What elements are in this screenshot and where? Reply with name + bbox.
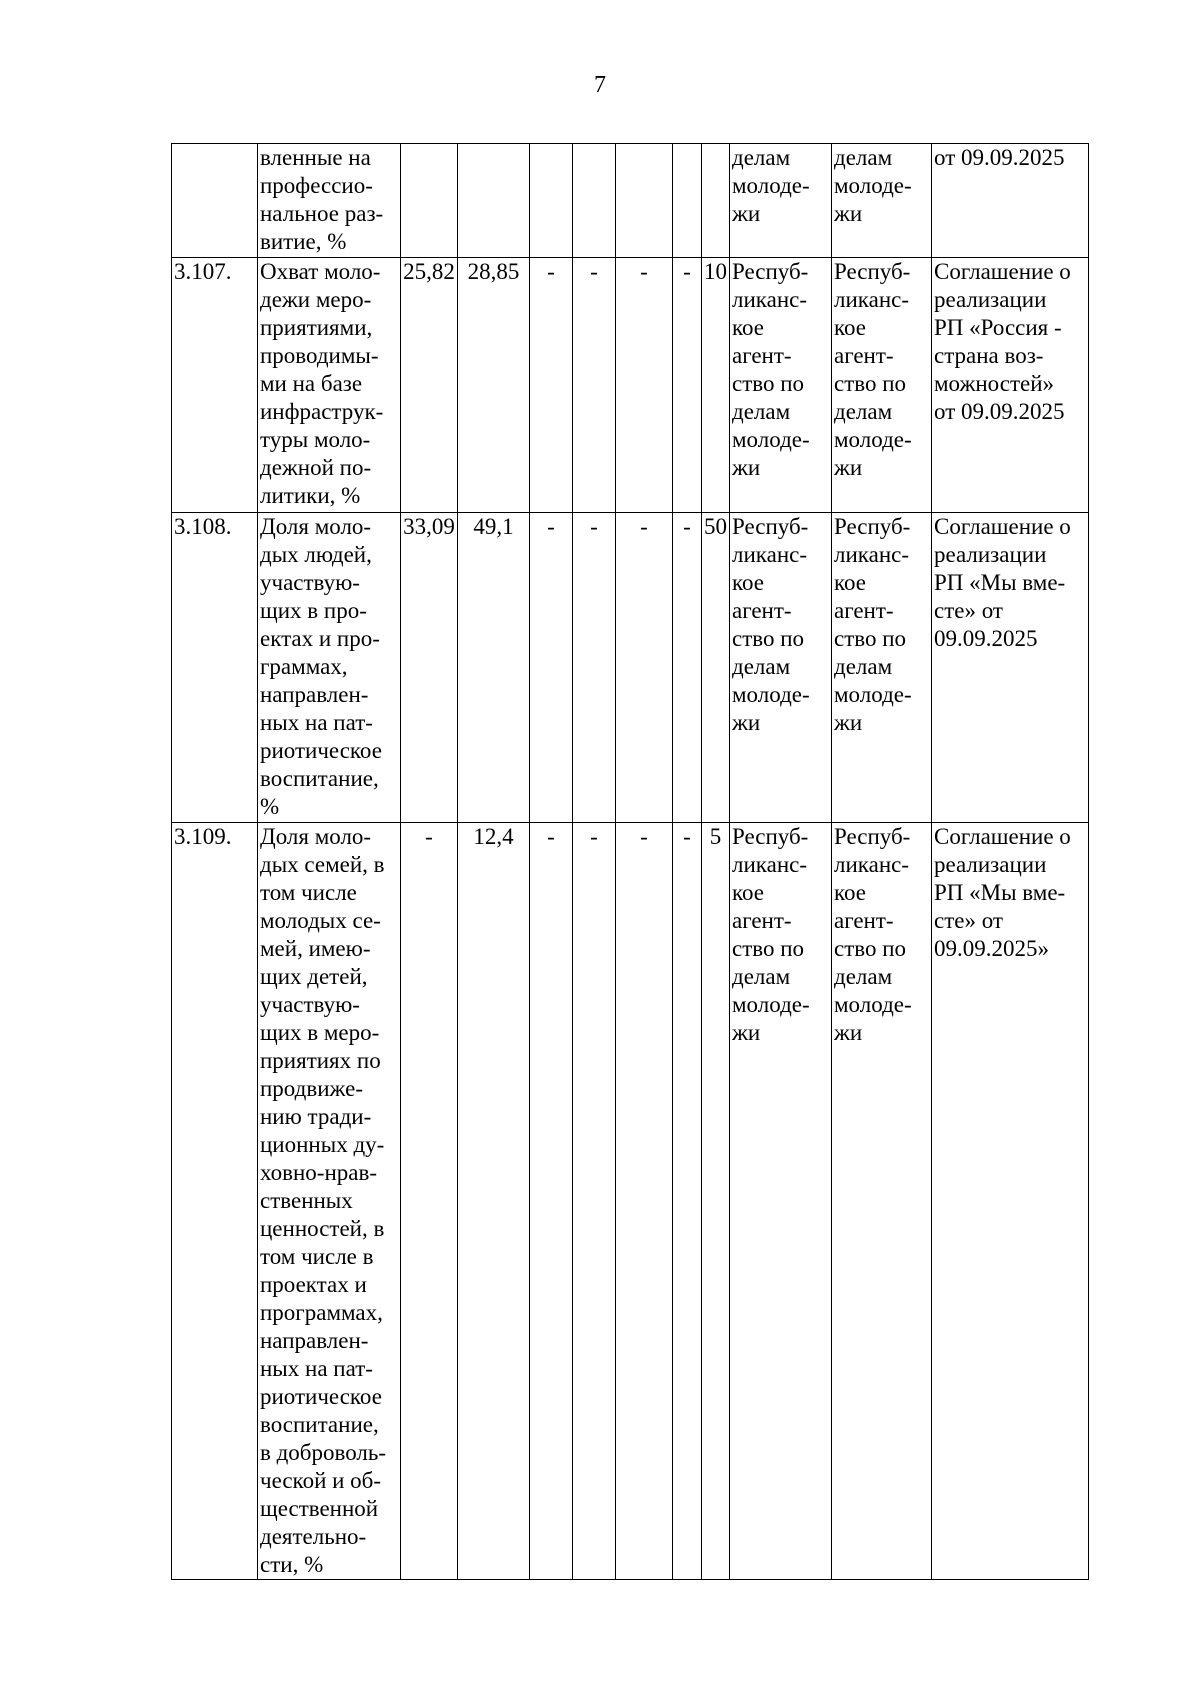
table-row (172, 823, 1089, 1580)
year-value: - (616, 823, 673, 1580)
year-value: - (573, 823, 616, 1580)
year-value (673, 144, 702, 258)
responsible-agency: Респуб- ликанс- кое агент- ство по делам молоде- жи (730, 513, 832, 823)
year-value: - (673, 823, 702, 1580)
year-value: - (530, 823, 573, 1580)
executing-agency: делам молоде- жи (832, 144, 932, 258)
executing-agency: Респуб- ликанс- кое агент- ство по делам молоде- жи (832, 823, 932, 1580)
source-document: Соглашение о реализации РП «Мы вме- сте» от 09.09.2025» (932, 823, 1089, 1580)
executing-agency: Респуб- ликанс- кое агент- ство по делам молоде- жи (832, 258, 932, 513)
year-value: 10 (702, 258, 730, 513)
executing-agency: Респуб- ликанс- кое агент- ство по делам молоде- жи (832, 513, 932, 823)
responsible-agency: Респуб- ликанс- кое агент- ство по делам молоде- жи (730, 823, 832, 1580)
year-value (530, 144, 573, 258)
year-value (702, 144, 730, 258)
year-value: - (530, 258, 573, 513)
source-document: от 09.09.2025 (932, 144, 1089, 258)
year-value (573, 144, 616, 258)
year-value: - (530, 513, 573, 823)
target-value: 28,85 (458, 258, 530, 513)
responsible-agency: Респуб- ликанс- кое агент- ство по делам молоде- жи (730, 258, 832, 513)
row-number: 3.107. (172, 258, 258, 513)
year-value: - (573, 258, 616, 513)
year-value: - (573, 513, 616, 823)
source-document: Соглашение о реализации РП «Россия - страна воз- можностей» от 09.09.2025 (932, 258, 1089, 513)
target-value: 49,1 (458, 513, 530, 823)
responsible-agency: делам молоде- жи (730, 144, 832, 258)
base-value: - (401, 823, 458, 1580)
table-row (172, 144, 1089, 258)
year-value: 5 (702, 823, 730, 1580)
indicator-name: Доля моло- дых людей, участвую- щих в про- ектах и про- граммах, направлен- ных на пат- риотическое воспитание, % (258, 513, 401, 823)
target-value (458, 144, 530, 258)
year-value: 50 (702, 513, 730, 823)
table-row (172, 258, 1089, 513)
indicator-name: Доля моло- дых семей, в том числе молодых се- мей, имею- щих детей, участвую- щих в меро- приятиях по продвиже- нию тради- ционных ду- ховно-нрав- ственных ценностей, в том числе в проектах и программах, направлен- ных на пат- риотическое воспитание, в доброволь- ческой и об- щественной деятельно- сти, % (258, 823, 401, 1580)
row-number: 3.109. (172, 823, 258, 1580)
year-value: - (673, 258, 702, 513)
indicators-table (171, 143, 1089, 1580)
base-value: 25,82 (401, 258, 458, 513)
page-number: 7 (594, 72, 606, 98)
indicator-name: Охват моло- дежи меро- приятиями, проводимы- ми на базе инфраструк- туры моло- дежной по- литики, % (258, 258, 401, 513)
year-value: - (616, 258, 673, 513)
base-value (401, 144, 458, 258)
base-value: 33,09 (401, 513, 458, 823)
row-number (172, 144, 258, 258)
year-value (616, 144, 673, 258)
year-value: - (673, 513, 702, 823)
table-row (172, 513, 1089, 823)
year-value: - (616, 513, 673, 823)
target-value: 12,4 (458, 823, 530, 1580)
source-document: Соглашение о реализации РП «Мы вме- сте» от 09.09.2025 (932, 513, 1089, 823)
indicator-name: вленные на профессио- нальное раз- витие, % (258, 144, 401, 258)
row-number: 3.108. (172, 513, 258, 823)
